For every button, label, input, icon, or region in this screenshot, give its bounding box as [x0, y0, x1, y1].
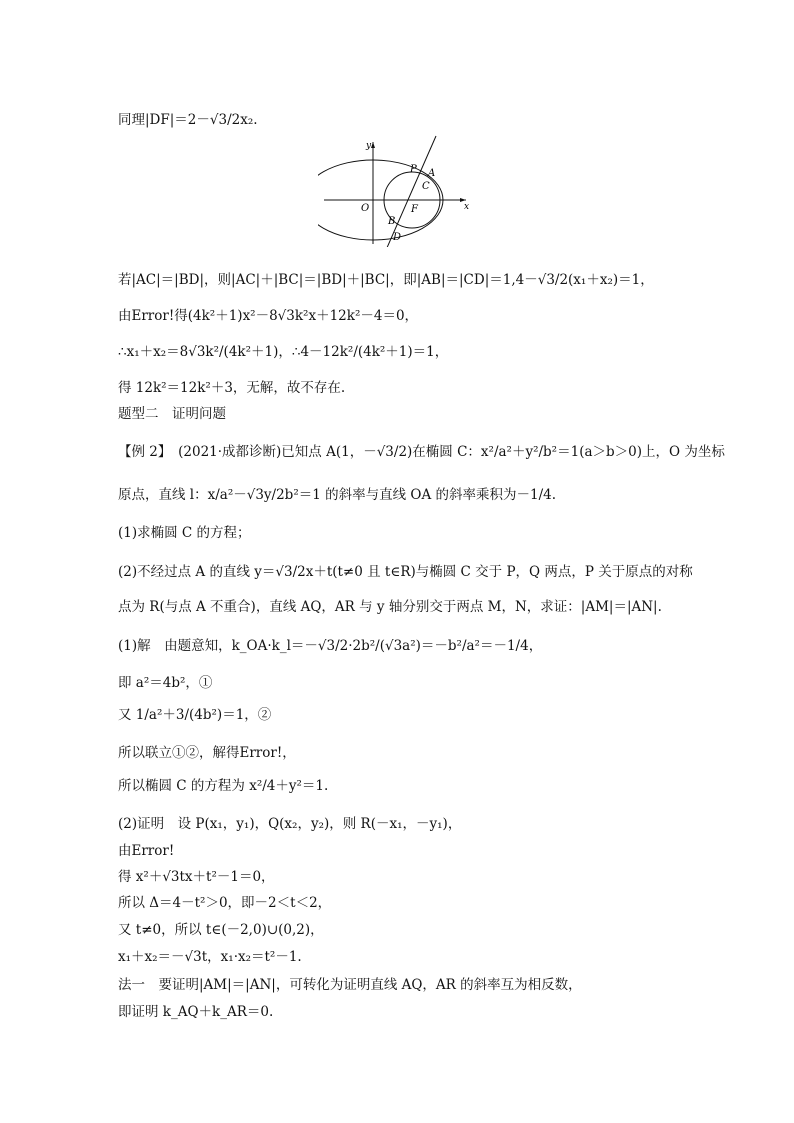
- line-17: (2)证明 设 P(x₁，y₁)，Q(x₂，y₂)，则 R(－x₁，－y₁)，: [118, 816, 462, 832]
- label-b: B: [388, 216, 396, 227]
- label-x: x: [464, 202, 470, 212]
- line-16: 所以椭圆 C 的方程为 x²/4＋y²＝1.: [118, 778, 329, 794]
- label-c: C: [422, 181, 430, 192]
- line-7: 【例 2】 (2021·成都诊断)已知点 A(1，－√3/2)在椭圆 C：x²/a²＋y²/b²＝1(a＞b＞0)上，O 为坐标: [118, 444, 725, 460]
- y-axis-arrow-icon: [371, 142, 375, 148]
- label-d: D: [393, 232, 402, 243]
- line-4: ∴x₁＋x₂＝8√3k²/(4k²＋1)，∴4－12k²/(4k²＋1)＝1，: [118, 344, 449, 360]
- line-15: 所以联立①②，解得Error!，: [118, 745, 296, 761]
- line-2: 若|AC|＝|BD|，则|AC|＋|BC|＝|BD|＋|BC|，即|AB|＝|CD|＝1,4－√3/2(x₁＋x₂)＝1，: [118, 272, 654, 288]
- line-10: (2)不经过点 A 的直线 y＝√3/2x＋t(t≠0 且 t∈R)与椭圆 C 交于 P，Q 两点，P 关于原点的对称: [118, 564, 693, 580]
- line-9: (1)求椭圆 C 的方程；: [118, 525, 251, 541]
- label-f: F: [411, 204, 418, 215]
- line-19: 得 x²＋√3tx＋t²－1＝0，: [118, 869, 275, 885]
- line-11: 点为 R(与点 A 不重合)，直线 AQ，AR 与 y 轴分别交于两点 M，N，求证：|AM|＝|AN|.: [118, 599, 662, 615]
- line-22: x₁＋x₂＝－√3t，x₁·x₂＝t²－1.: [118, 949, 302, 965]
- line-5: 得 12k²＝12k²＋3，无解，故不存在.: [118, 380, 346, 396]
- label-y: y: [366, 141, 372, 151]
- line-24: 即证明 k_AQ＋k_AR＝0.: [118, 1004, 274, 1020]
- label-a: A: [428, 168, 436, 179]
- line-12: (1)解 由题意知，k_OA·k_l＝－√3/2·2b²/(√3a²)＝－b²/a²＝－1/4，: [118, 638, 543, 654]
- line-13: 即 a²＝4b²，①: [118, 675, 213, 691]
- ellipse-circle-diagram: [318, 132, 478, 247]
- line-18: 由Error!: [118, 843, 175, 859]
- line-3: 由Error!得(4k²＋1)x²－8√3k²x＋12k²－4＝0，: [118, 308, 419, 324]
- label-p: P: [410, 164, 417, 175]
- label-o: O: [361, 203, 370, 214]
- line-14: 又 1/a²＋3/(4b²)＝1，②: [118, 707, 272, 723]
- line-21: 又 t≠0，所以 t∈(－2,0)∪(0,2)，: [118, 922, 324, 938]
- section-heading: 题型二 证明问题: [118, 406, 226, 422]
- line-23: 法一 要证明|AM|＝|AN|，可转化为证明直线 AQ，AR 的斜率互为相反数，: [118, 977, 582, 993]
- line-20: 所以 Δ＝4－t²＞0，即－2＜t＜2，: [118, 895, 332, 911]
- line-1: 同理|DF|＝2－√3/2x₂.: [118, 112, 258, 128]
- line-8: 原点，直线 l：x/a²－√3y/2b²＝1 的斜率与直线 OA 的斜率乘积为－1/4.: [118, 487, 557, 503]
